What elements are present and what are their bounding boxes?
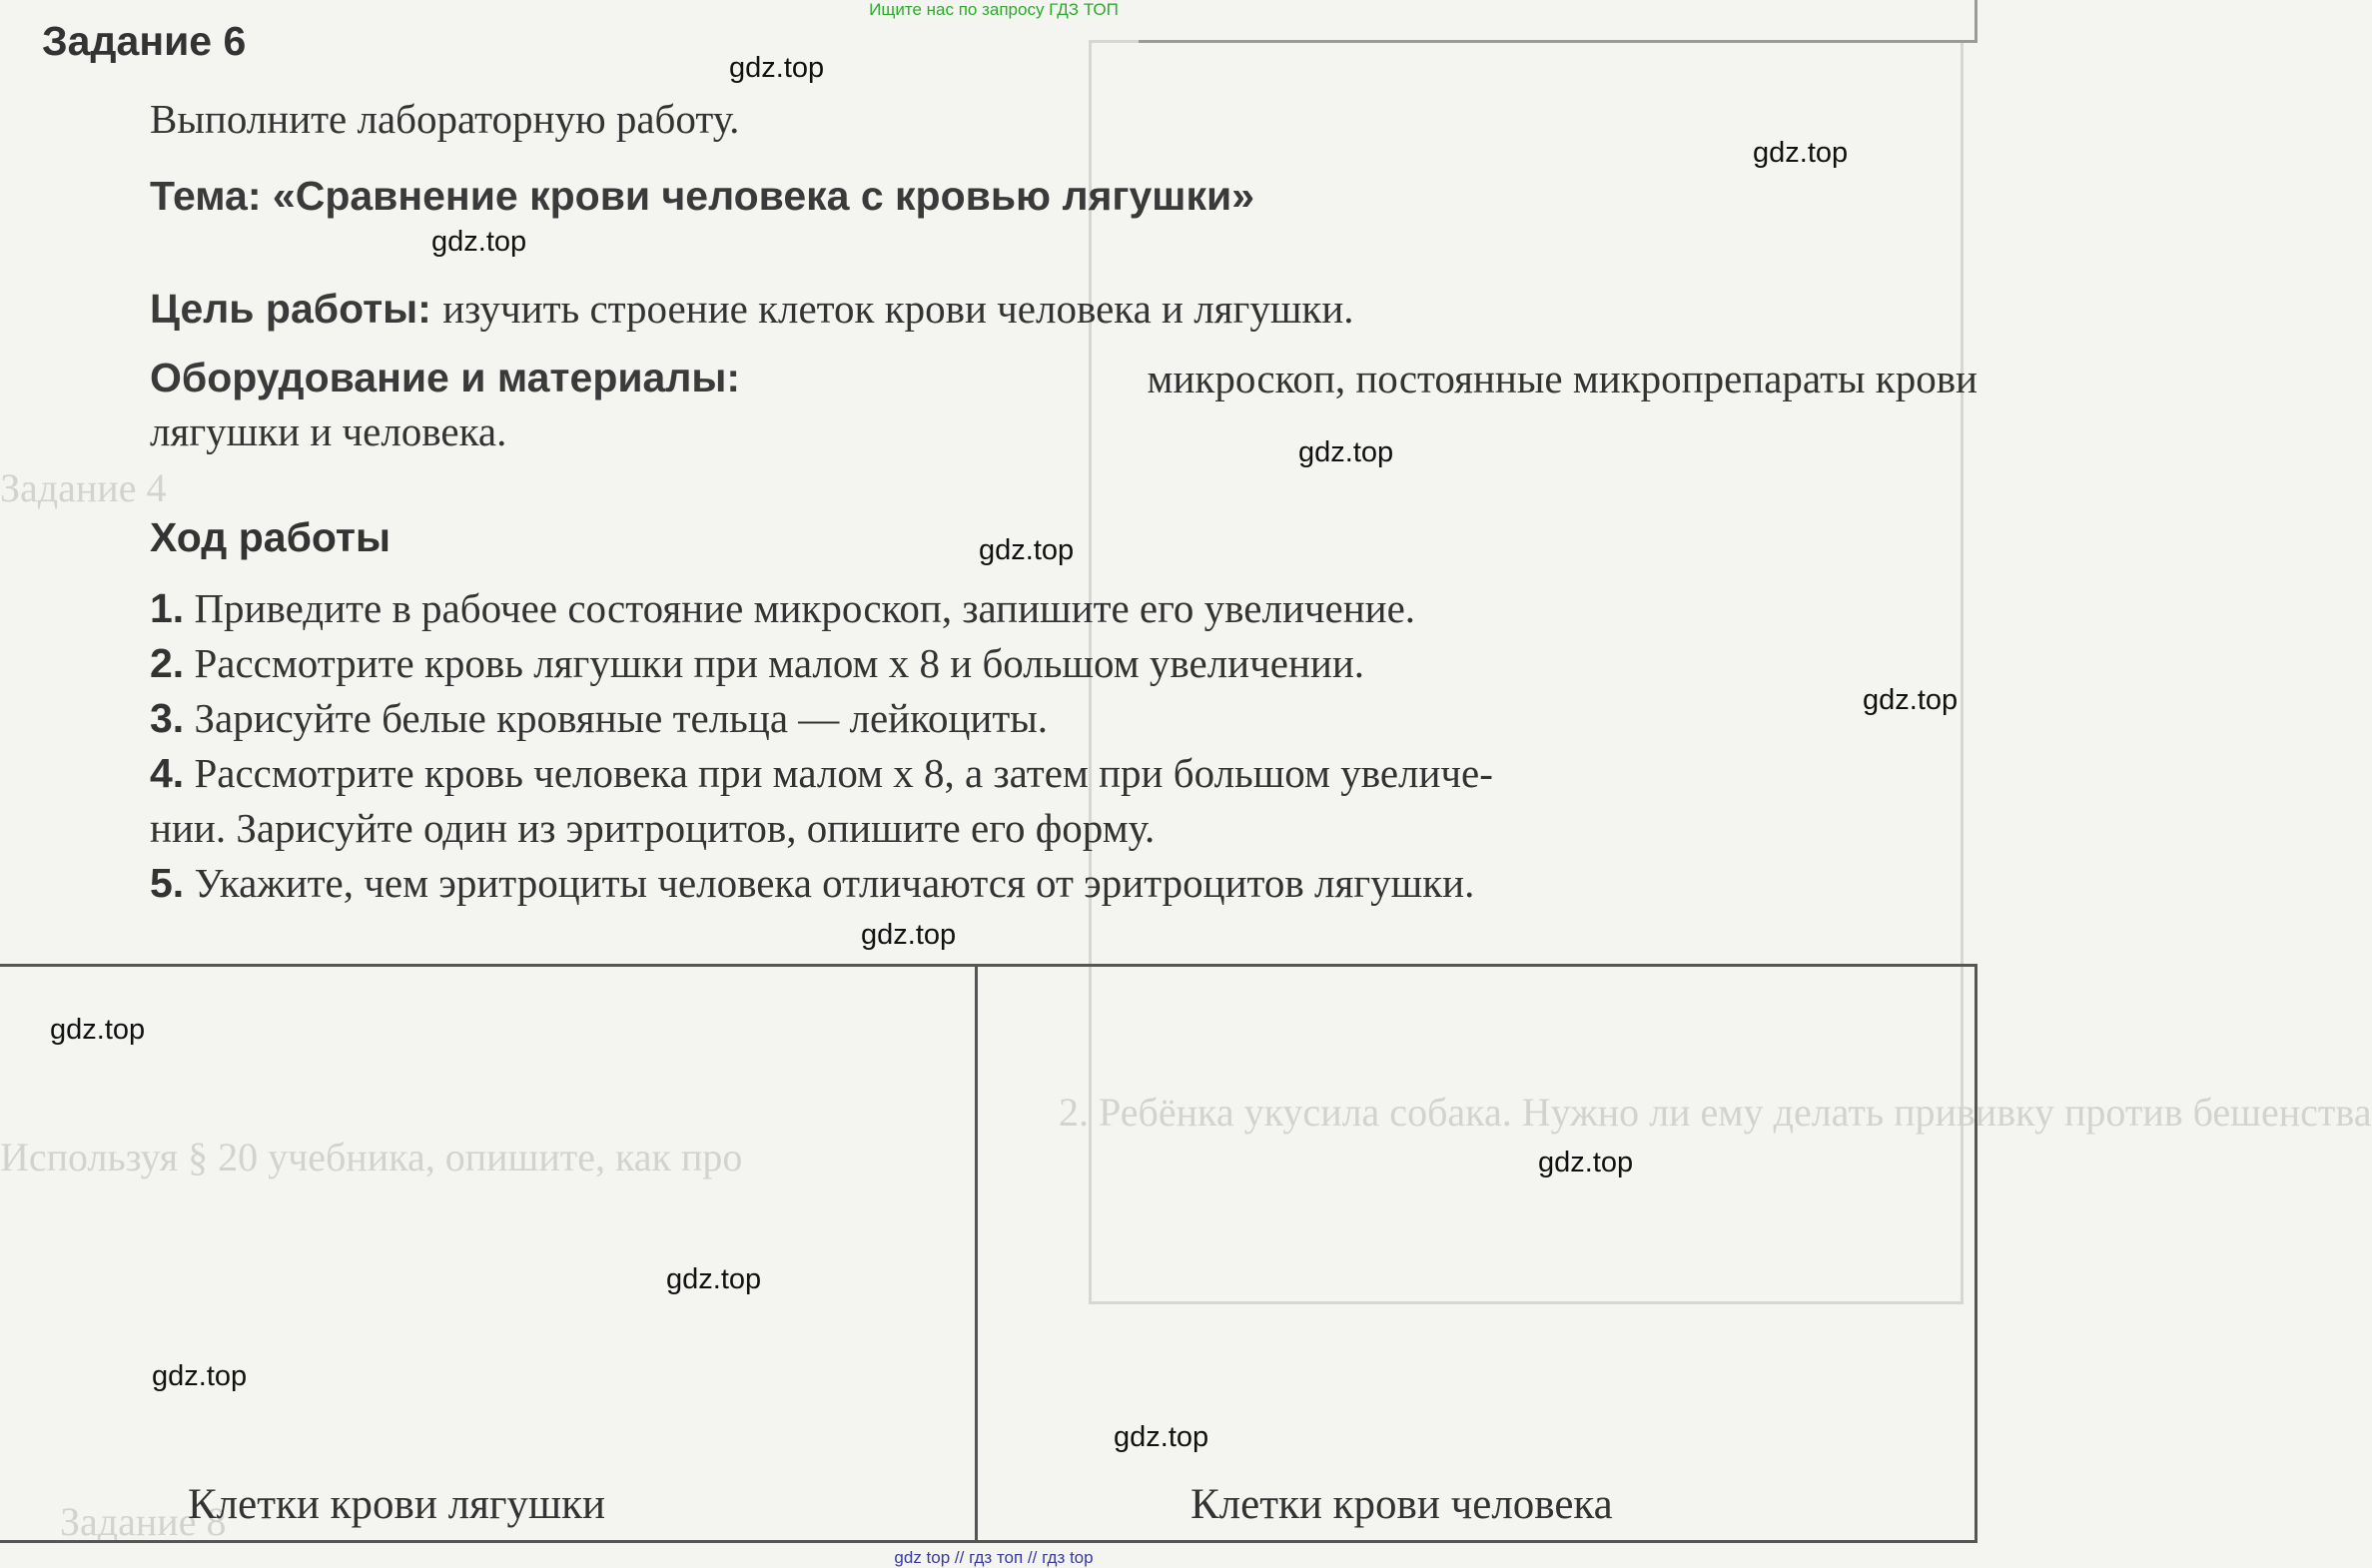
table-divider bbox=[975, 964, 978, 1543]
frog-cells-label: Клетки крови лягушки bbox=[188, 1481, 606, 1528]
goal-line bbox=[150, 285, 1354, 333]
watermark: gdz.top bbox=[152, 1360, 248, 1392]
equipment-label: Оборудование и материалы: bbox=[150, 355, 741, 400]
drawing-table bbox=[0, 964, 1977, 1543]
step-3: 3. Зарисуйте белые кровяные тельца — лейкоциты. bbox=[150, 695, 1049, 741]
ghost-text: 2. Ребёнка укусила собака. Нужно ли ему делать прививку против бешенства bbox=[1059, 1090, 2372, 1135]
goal-text: изучить строение клеток крови человека и лягушки. bbox=[442, 286, 1354, 332]
watermark: gdz.top bbox=[729, 52, 825, 84]
ghost-text: Задание 8 bbox=[60, 1499, 227, 1544]
step-5: 5. Укажите, чем эритроциты человека отличаются от эритроцитов лягушки. bbox=[150, 860, 1475, 906]
watermark: gdz.top bbox=[979, 534, 1075, 566]
watermark: gdz.top bbox=[50, 1014, 146, 1046]
step-1: 1. Приведите в рабочее состояние микроскоп, запишите его увеличение. bbox=[150, 585, 1416, 631]
step-2: 2. Рассмотрите кровь лягушки при малом х 8 и большом увеличении. bbox=[150, 640, 1365, 686]
search-banner[interactable]: Ищите нас по запросу ГДЗ ТОП bbox=[869, 0, 1119, 19]
theme-label: Тема: bbox=[150, 173, 273, 219]
task-title: Задание 6 bbox=[42, 18, 247, 64]
watermark: gdz.top bbox=[1538, 1147, 1634, 1178]
step-4-continued: нии. Зарисуйте один из эритроцитов, опишите его форму. bbox=[150, 805, 1156, 851]
equipment-text-1: микроскоп, постоянные микропрепараты крови bbox=[1147, 356, 1977, 401]
watermark: gdz.top bbox=[666, 1263, 762, 1295]
top-rule bbox=[1139, 40, 1977, 43]
theme-text: «Сравнение крови человека с кровью лягушки» bbox=[272, 173, 1255, 219]
theme-line bbox=[150, 172, 1254, 220]
task-instruction: Выполните лабораторную работу. bbox=[150, 96, 740, 142]
watermark: gdz.top bbox=[861, 919, 957, 951]
ghost-text: Задание 4 bbox=[0, 465, 167, 510]
footer-links[interactable]: gdz top // гдз топ // гдз top bbox=[894, 1548, 1094, 1567]
goal-label: Цель работы: bbox=[150, 286, 443, 332]
human-cells-label: Клетки крови человека bbox=[1190, 1481, 1613, 1528]
procedure-heading: Ход работы bbox=[150, 514, 392, 560]
watermark: gdz.top bbox=[1753, 137, 1849, 169]
watermark: gdz.top bbox=[1863, 684, 1959, 716]
watermark: gdz.top bbox=[431, 226, 527, 258]
equipment-line-1 bbox=[150, 355, 1977, 402]
ghost-text: Используя § 20 учебника, опишите, как про bbox=[0, 1135, 743, 1179]
equipment-line-2: лягушки и человека. bbox=[150, 408, 507, 454]
watermark: gdz.top bbox=[1298, 436, 1394, 468]
watermark: gdz.top bbox=[1114, 1421, 1209, 1453]
step-4: 4. Рассмотрите кровь человека при малом х 8, а затем при большом увеличе- bbox=[150, 750, 1493, 796]
